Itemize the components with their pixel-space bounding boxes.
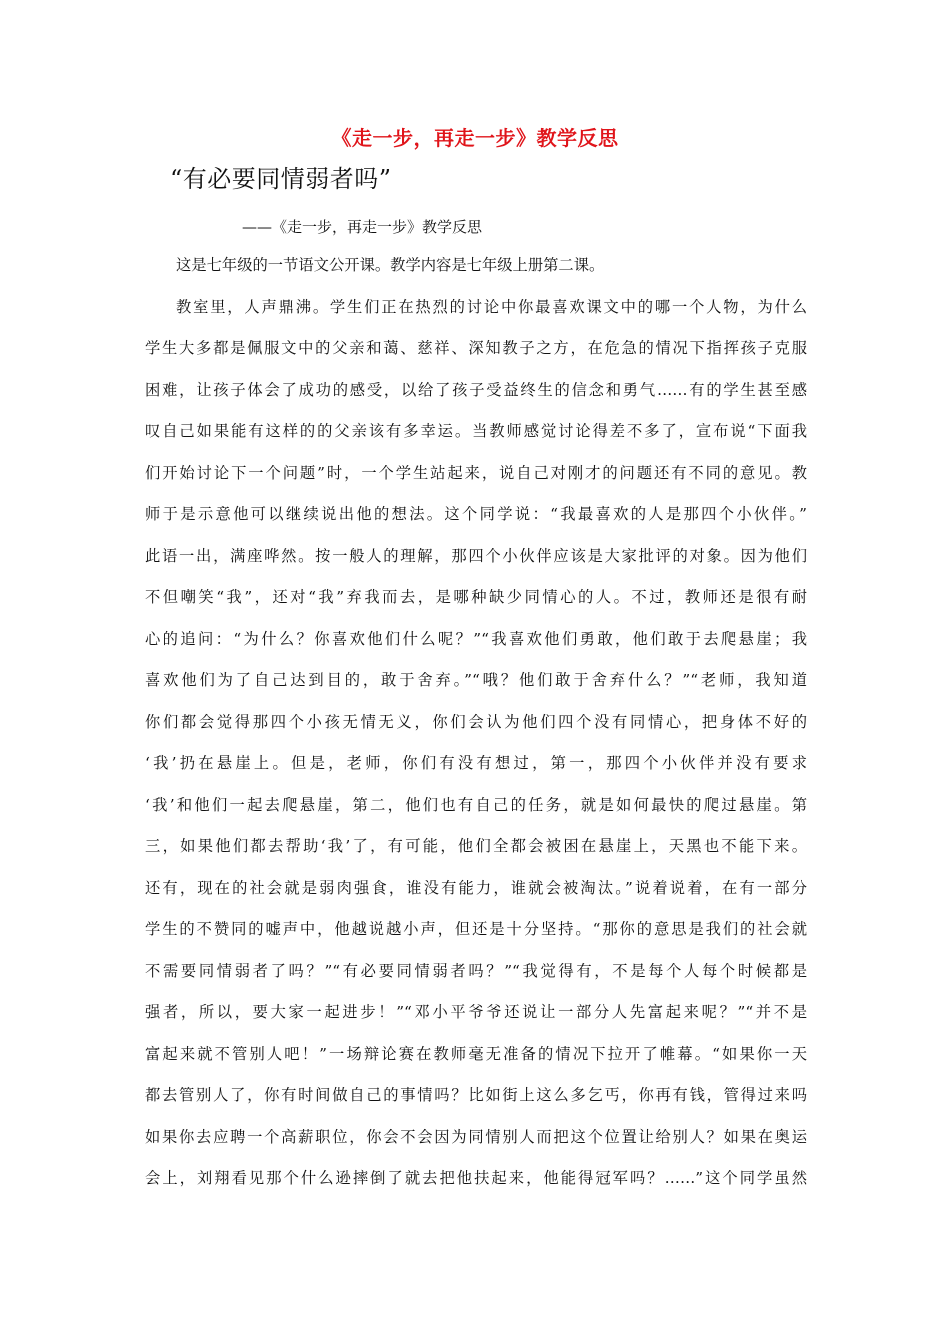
body-line: ‘我’扔在悬崖上。但是，老师，你们有没有想过，第一，那四个小伙伴并没有要求: [145, 754, 807, 772]
body-line: 不需要同情弱者了吗？”“有必要同情弱者吗？”“我觉得有，不是每个人每个时候都是: [145, 961, 807, 980]
body-line: 师于是示意他可以继续说出他的想法。这个同学说：“我最喜欢的人是那四个小伙伴。”: [145, 505, 807, 523]
body-line: 都去管别人了，你有时间做自己的事情吗？比如街上这么多乞丐，你再有钱，管得过来吗: [145, 1086, 807, 1104]
body-line: 们开始讨论下一个问题”时，一个学生站起来，说自己对刚才的问题还有不同的意见。教: [145, 463, 807, 482]
body-line: 会上，刘翔看见那个什么逊摔倒了就去把他扶起来，他能得冠军吗？……”这个同学虽然: [145, 1169, 807, 1187]
body-line: 叹自己如果能有这样的的父亲该有多幸运。当教师感觉讨论得差不多了，宣布说“下面我: [145, 422, 807, 440]
body-line: 喜欢他们为了自己达到目的，敢于舍弃。”“哦？他们敢于舍弃什么？”“老师，我知道: [145, 671, 807, 689]
body-line: 学生大多都是佩服文中的父亲和蔼、慈祥、深知教子之方，在危急的情况下指挥孩子克服: [145, 339, 807, 357]
body-line: 这是七年级的一节语文公开课。教学内容是七年级上册第二课。: [176, 256, 605, 274]
body-line: 如果你去应聘一个高薪职位，你会不会因为同情别人而把这个位置让给别人？如果在奥运: [145, 1127, 807, 1146]
document-title: 《走一步，再走一步》教学反思: [331, 126, 619, 150]
body-line: 学生的不赞同的嘘声中，他越说越小声，但还是十分坚持。“那你的意思是我们的社会就: [145, 920, 807, 938]
body-line: 三，如果他们都去帮助‘我’了，有可能，他们全都会被困在悬崖上，天黑也不能下来。: [145, 837, 807, 855]
body-line: 富起来就不管别人吧！”一场辩论赛在教师毫无准备的情况下拉开了帷幕。“如果你一天: [145, 1044, 807, 1063]
body-line: 教室里，人声鼎沸。学生们正在热烈的讨论中你最喜欢课文中的哪一个人物，为什么: [176, 297, 807, 316]
body-line: 还有，现在的社会就是弱肉强食，谁没有能力，谁就会被淘汰。”说着说着，在有一部分: [145, 878, 807, 897]
body-line: ‘我’和他们一起去爬悬崖，第二，他们也有自己的任务，就是如何最快的爬过悬崖。第: [145, 795, 807, 814]
body-line: 心的追问：“为什么？你喜欢他们什么呢？”“我喜欢他们勇敢，他们敢于去爬悬崖；我: [145, 629, 807, 648]
document-body: [145, 250, 807, 1205]
body-line: 你们都会觉得那四个小孩无情无义，你们会认为他们四个没有同情心，把身体不好的: [145, 712, 807, 731]
body-line: 强者，所以，要大家一起进步！”“邓小平爷爷还说让一部分人先富起来呢？”“并不是: [145, 1003, 807, 1021]
body-line: 不但嘲笑“我”，还对“我”弃我而去，是哪种缺少同情心的人。不过，教师还是很有耐: [145, 588, 807, 606]
body-line: 困难，让孩子体会了成功的感受，以给了孩子受益终生的信念和勇气……有的学生甚至感: [145, 380, 807, 399]
body-line: 此语一出，满座哗然。按一般人的理解，那四个小伙伴应该是大家批评的对象。因为他们: [145, 546, 807, 565]
document-byline: ——《走一步，再走一步》教学反思: [242, 218, 483, 236]
document-subheading: “有必要同情弱者吗”: [170, 165, 392, 193]
